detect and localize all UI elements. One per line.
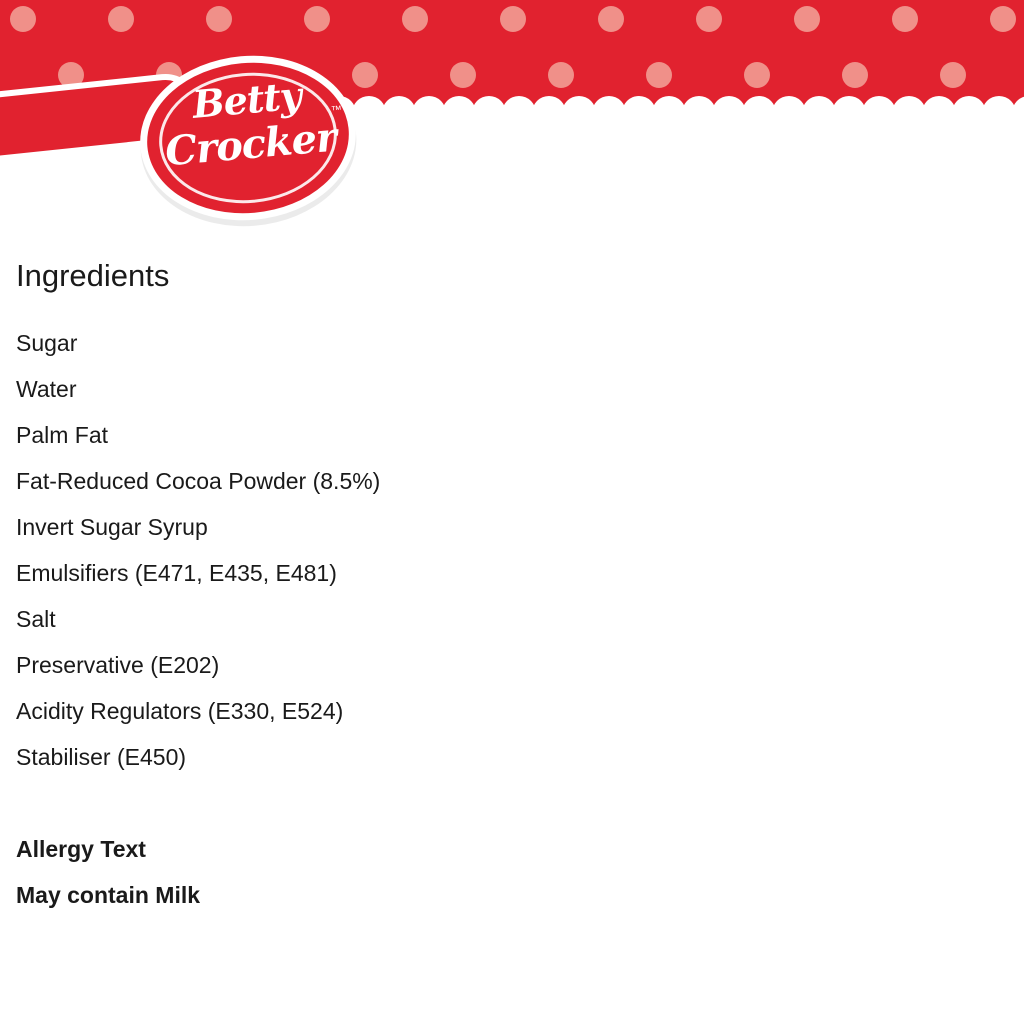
list-item: Water	[16, 376, 77, 402]
scallop-notch	[862, 96, 896, 130]
polka-dot	[940, 62, 966, 88]
brand-logo-text	[145, 70, 355, 207]
allergy-text: May contain Milk	[16, 882, 201, 908]
polka-dot	[352, 62, 378, 88]
list-item: Acidity Regulators (E330, E524)	[16, 698, 344, 724]
product-info-content	[16, 258, 996, 918]
scallop-notch	[412, 96, 446, 130]
allergy-heading: Allergy Text	[16, 836, 146, 862]
polka-dot	[10, 6, 36, 32]
list-item: Salt	[16, 606, 56, 632]
ingredients-heading: Ingredients	[16, 258, 170, 293]
scallop-notch	[892, 96, 926, 130]
scallop-notch	[532, 96, 566, 130]
list-item: Emulsifiers (E471, E435, E481)	[16, 560, 337, 586]
scallop-notch	[352, 96, 386, 130]
brand-name-line2: Crocker	[163, 113, 338, 176]
scallop-notch	[652, 96, 686, 130]
scallop-notch	[592, 96, 626, 130]
scallop-notch	[502, 96, 536, 130]
scallop-notch	[442, 96, 476, 130]
polka-dot	[304, 6, 330, 32]
polka-dot	[696, 6, 722, 32]
polka-dot	[842, 62, 868, 88]
scallop-notch	[472, 96, 506, 130]
scallop-notch	[1012, 96, 1024, 130]
scallop-notch	[832, 96, 866, 130]
polka-dot	[794, 6, 820, 32]
polka-dot	[892, 6, 918, 32]
scallop-notch	[772, 96, 806, 130]
list-item: Invert Sugar Syrup	[16, 514, 208, 540]
scallop-notch	[622, 96, 656, 130]
scallop-notch	[802, 96, 836, 130]
list-item: Fat-Reduced Cocoa Powder (8.5%)	[16, 468, 381, 494]
polka-dot	[744, 62, 770, 88]
polka-dot	[990, 6, 1016, 32]
scallop-notch	[952, 96, 986, 130]
scallop-notch	[712, 96, 746, 130]
scallop-notch	[742, 96, 776, 130]
list-item: Sugar	[16, 330, 78, 356]
allergy-section	[16, 826, 996, 918]
scallop-notch	[562, 96, 596, 130]
polka-dot	[450, 62, 476, 88]
trademark-symbol: ™	[330, 103, 343, 117]
polka-dot	[206, 6, 232, 32]
polka-dot	[598, 6, 624, 32]
scallop-notch	[982, 96, 1016, 130]
ingredients-list	[16, 320, 996, 780]
list-item: Palm Fat	[16, 422, 109, 448]
list-item: Preservative (E202)	[16, 652, 220, 678]
scallop-notch	[922, 96, 956, 130]
brand-header	[0, 0, 1024, 232]
brand-name-line1: Betty	[190, 72, 303, 127]
polka-dot	[548, 62, 574, 88]
scallop-notch	[682, 96, 716, 130]
polka-dot	[646, 62, 672, 88]
polka-dot	[402, 6, 428, 32]
scallop-notch	[382, 96, 416, 130]
polka-dot	[500, 6, 526, 32]
list-item: Stabiliser (E450)	[16, 744, 187, 770]
polka-dot	[108, 6, 134, 32]
